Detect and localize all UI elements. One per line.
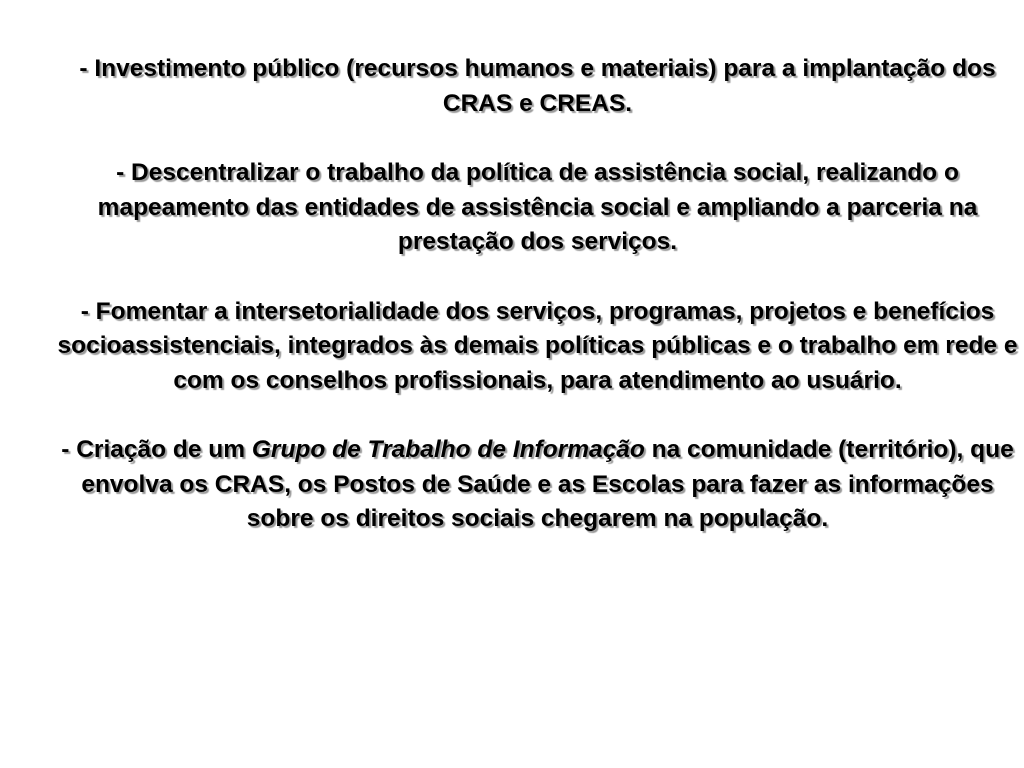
paragraph-descentralizar: - Descentralizar o trabalho da política de assistência social, realizando o mapeamento das entidades de assistência social e ampliando a parceria na prestação dos serviços. (97, 159, 978, 255)
slide-body (55, 52, 1020, 537)
paragraph-fomentar: - Fomentar a intersetorialidade dos serviços, programas, projetos e benefícios socioassistenciais, integrados às demais políticas públicas e o trabalho em rede e com os conselhos profissionais, para atendimento ao usuário. (57, 297, 1018, 394)
paragraph-investimento: - Investimento público (recursos humanos e materiais) para a implantação dos CRAS e CREAS. (79, 55, 996, 117)
paragraph-criacao-lead: - Criação de um (61, 436, 252, 463)
paragraph-criacao-rest: na comunidade (território), que envolva os CRAS, os Postos de Saúde e as Escolas para fazer as informações sobre os direitos sociais chegarem na população. (81, 436, 1014, 532)
paragraph-criacao (55, 433, 1020, 537)
grupo-trabalho-emphasis: Grupo de Trabalho de Informação (251, 436, 645, 463)
